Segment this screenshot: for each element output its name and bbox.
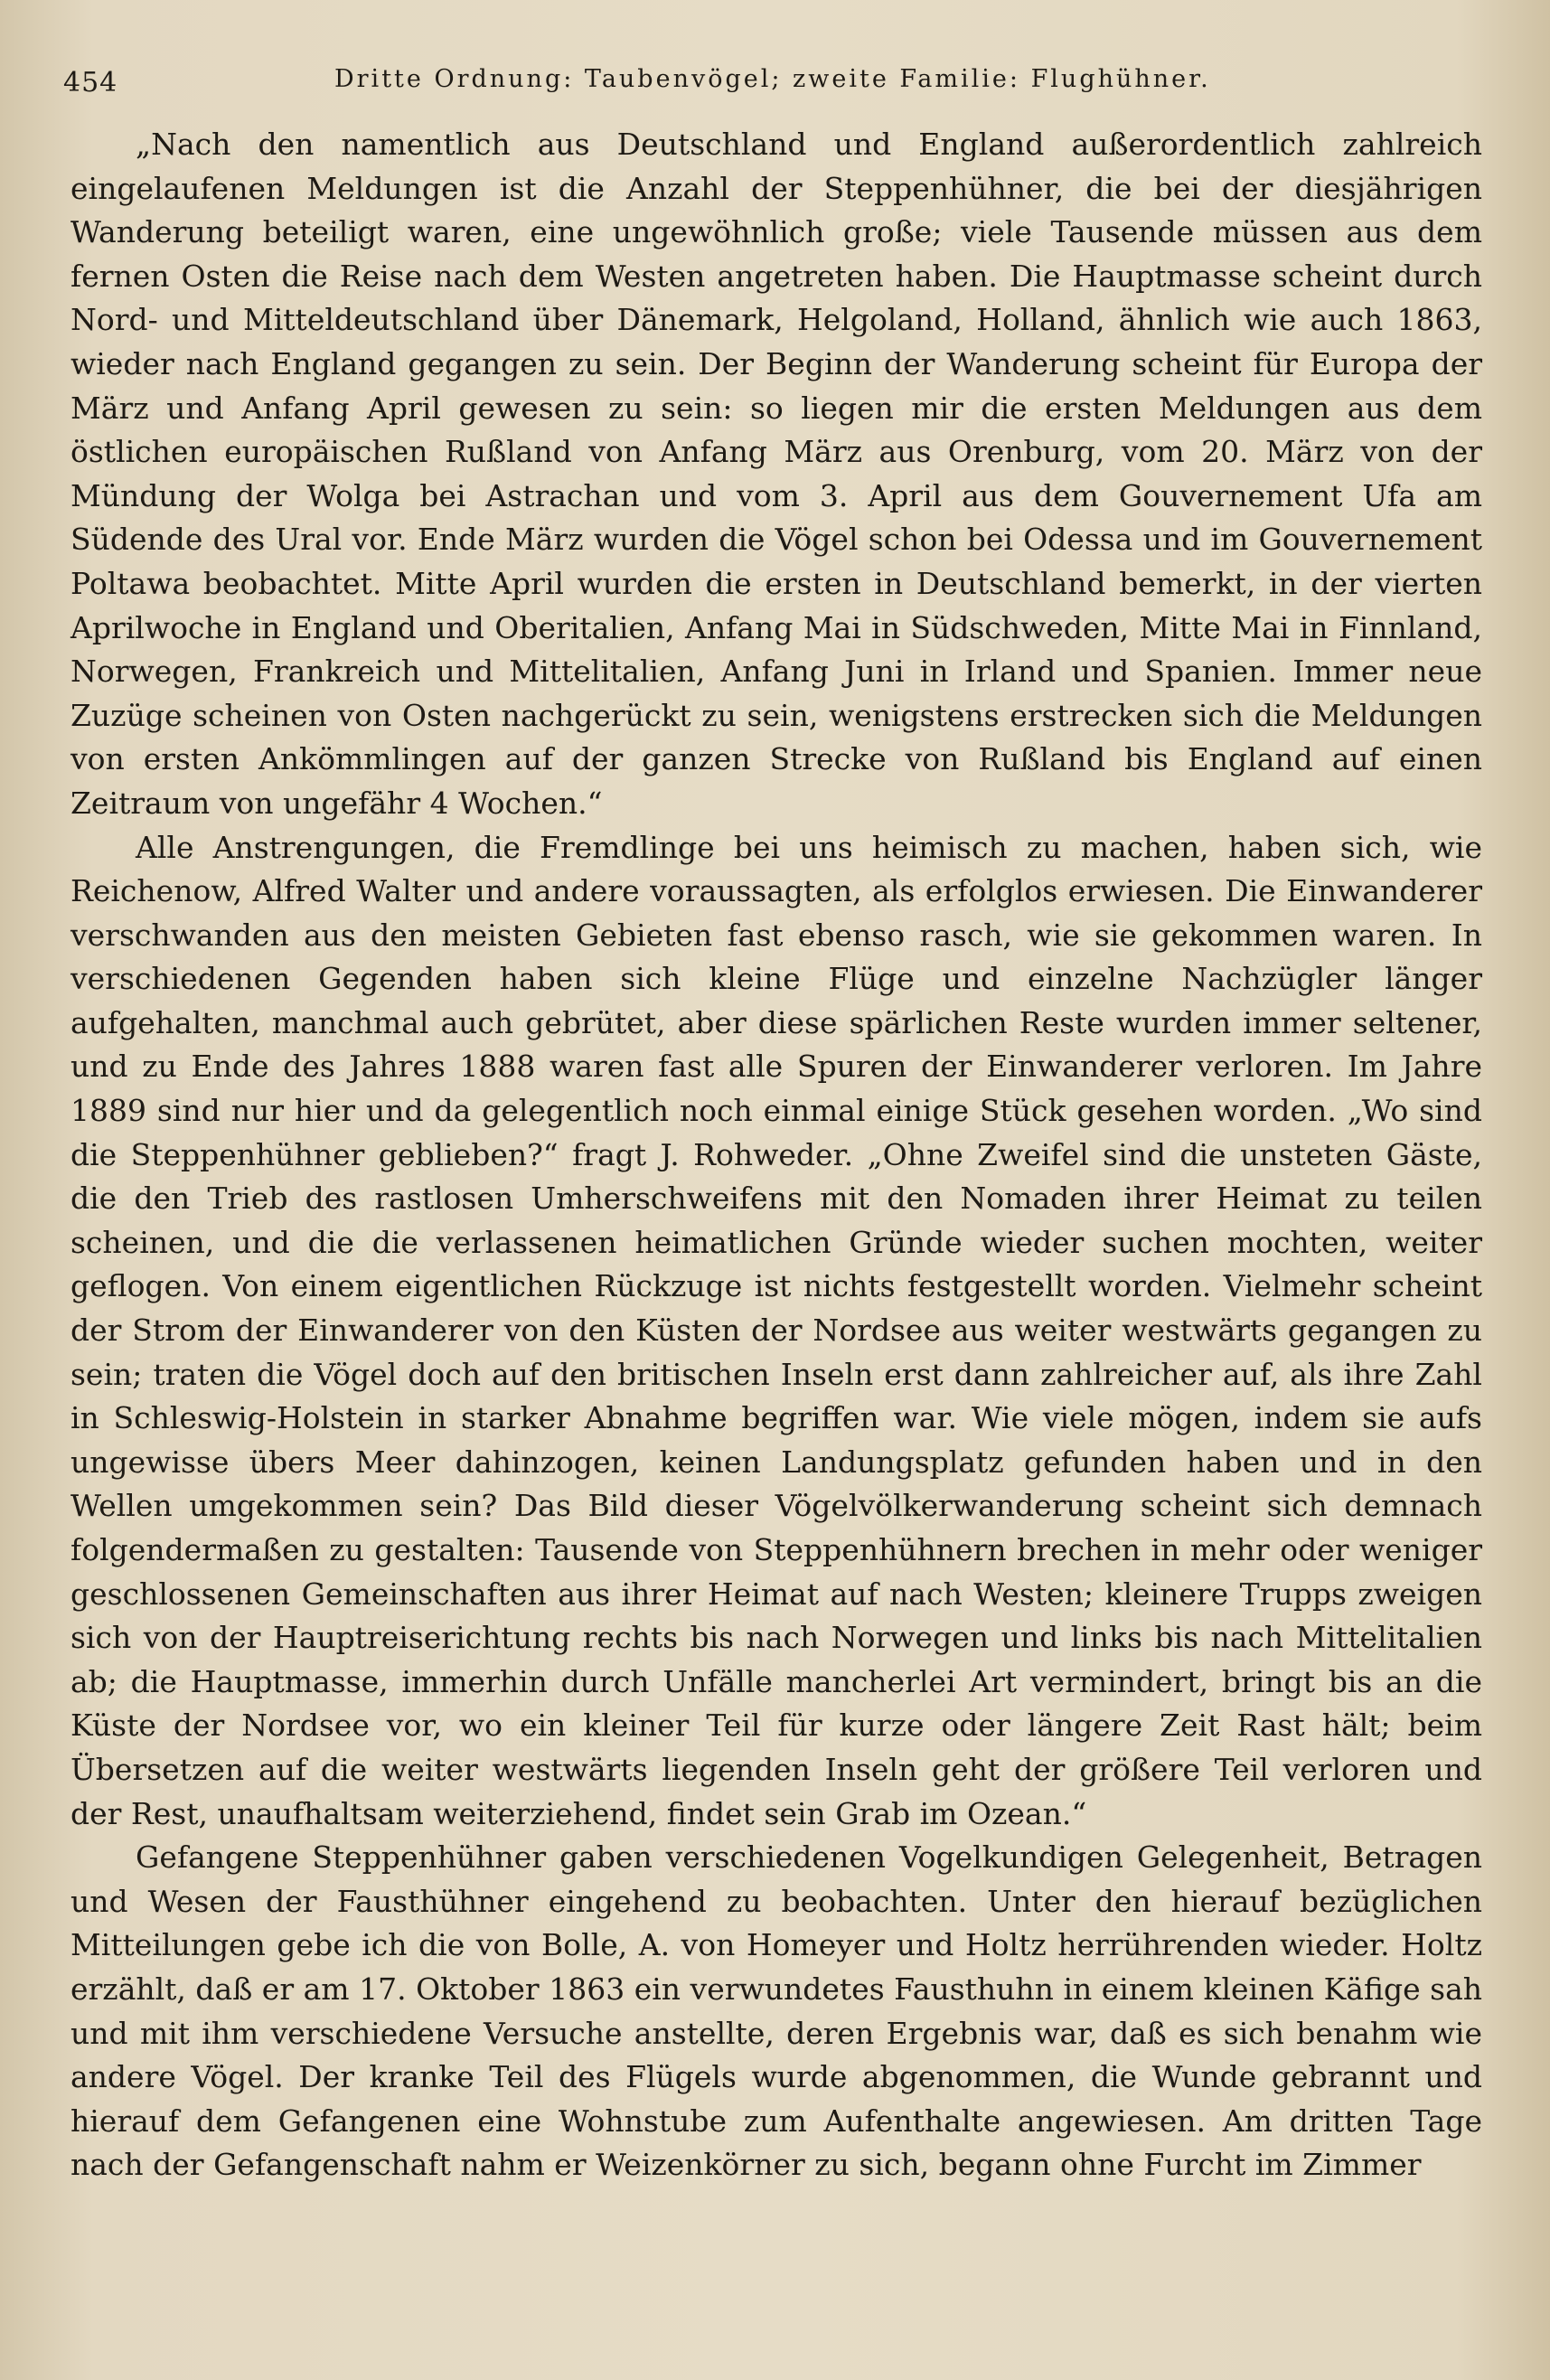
paragraph-1: „Nach den namentlich aus Deutschland und England außerordentlich zahlreich eingelaufenen Meldungen ist die Anzahl der Steppenhühner, die bei der diesjährigen Wanderung beteiligt waren, eine ungewöhnlich große; viele Tausende müssen aus dem fernen Osten die Reise nach dem Westen angetreten haben. Die Hauptmasse scheint durch Nord- und Mitteldeutschland über Dänemark, Helgoland, Holland, ähnlich wie auch 1863, wieder nach England gegangen zu sein. Der Beginn der Wanderung scheint für Europa der März und Anfang April gewesen zu sein: so liegen mir die ersten Meldungen aus dem östlichen europäischen Rußland von Anfang März aus Orenburg, vom 20. März von der Mündung der Wolga bei Astrachan und vom 3. April aus dem Gouvernement Ufa am Südende des Ural vor. Ende März wurden die Vögel schon bei Odessa und im Gouvernement Poltawa beobachtet. Mitte April wurden die ersten in Deutschland bemerkt, in der vierten Aprilwoche in England und Oberitalien, Anfang Mai in Südschweden, Mitte Mai in Finnland, Norwegen, Frankreich und Mittelitalien, Anfang Juni in Irland und Spanien. Immer neue Zuzüge scheinen von Osten nachgerückt zu sein, wenigstens erstrecken sich die Meldungen von ersten Ankömmlingen auf der ganzen Strecke von Rußland bis England auf einen Zeitraum von ungefähr 4 Wochen.“ [70, 127, 1482, 821]
page-number: 454 [63, 67, 118, 99]
body-text [70, 123, 1482, 2187]
paragraph-3: Gefangene Steppenhühner gaben verschiedenen Vogelkundigen Gelegenheit, Betragen und Wesen der Fausthühner eingehend zu beobachten. Unter den hierauf bezüglichen Mitteilungen gebe ich die von Bolle, A. von Homeyer und Holtz herrührenden wieder. Holtz erzählt, daß er am 17. Oktober 1863 ein verwundetes Fausthuhn in einem kleinen Käfige sah und mit ihm verschiedene Versuche anstellte, deren Ergebnis war, daß es sich benahm wie andere Vögel. Der kranke Teil des Flügels wurde abgenommen, die Wunde gebrannt und hierauf dem Gefangenen eine Wohnstube zum Aufenthalte angewiesen. Am dritten Tage nach der Gefangenschaft nahm er Weizenkörner zu sich, begann ohne Furcht im Zimmer [70, 1839, 1482, 2183]
running-title: Dritte Ordnung: Taubenvögel; zweite Familie: Flughühner. [334, 65, 1211, 93]
page-header [63, 61, 1487, 107]
paragraph-2: Alle Anstrengungen, die Fremdlinge bei uns heimisch zu machen, haben sich, wie Reichenow, Alfred Walter und andere voraussagten, als erfolglos erwiesen. Die Einwanderer verschwanden aus den meisten Gebieten fast ebenso rasch, wie sie gekommen waren. In verschiedenen Gegenden haben sich kleine Flüge und einzelne Nachzügler länger aufgehalten, manchmal auch gebrütet, aber diese spärlichen Reste wurden immer seltener, und zu Ende des Jahres 1888 waren fast alle Spuren der Einwanderer verloren. Im Jahre 1889 sind nur hier und da gelegentlich noch einmal einige Stück gesehen worden. „Wo sind die Steppenhühner geblieben?“ fragt J. Rohweder. „Ohne Zweifel sind die unsteten Gäste, die den Trieb des rastlosen Umherschweifens mit den Nomaden ihrer Heimat zu teilen scheinen, und die die verlassenen heimatlichen Gründe wieder suchen mochten, weiter geflogen. Von einem eigentlichen Rückzuge ist nichts festgestellt worden. Vielmehr scheint der Strom der Einwanderer von den Küsten der Nordsee aus weiter westwärts gegangen zu sein; traten die Vögel doch auf den britischen Inseln erst dann zahlreicher auf, als ihre Zahl in Schleswig-Holstein in starker Abnahme begriffen war. Wie viele mögen, indem sie aufs ungewisse übers Meer dahinzogen, keinen Landungsplatz gefunden haben und in den Wellen umgekommen sein? Das Bild dieser Vögelvölkerwanderung scheint sich demnach folgendermaßen zu gestalten: Tausende von Steppenhühnern brechen in mehr oder weniger geschlossenen Gemeinschaften aus ihrer Heimat auf nach Westen; kleinere Trupps zweigen sich von der Hauptreiserichtung rechts bis nach Norwegen und links bis nach Mittelitalien ab; die Hauptmasse, immerhin durch Unfälle mancherlei Art vermindert, bringt bis an die Küste der Nordsee vor, wo ein kleiner Teil für kurze oder längere Zeit Rast hält; beim Übersetzen auf die weiter westwärts liegenden Inseln geht der größere Teil verloren und der Rest, unaufhaltsam weiterziehend, findet sein Grab im Ozean.“ [70, 829, 1482, 1831]
